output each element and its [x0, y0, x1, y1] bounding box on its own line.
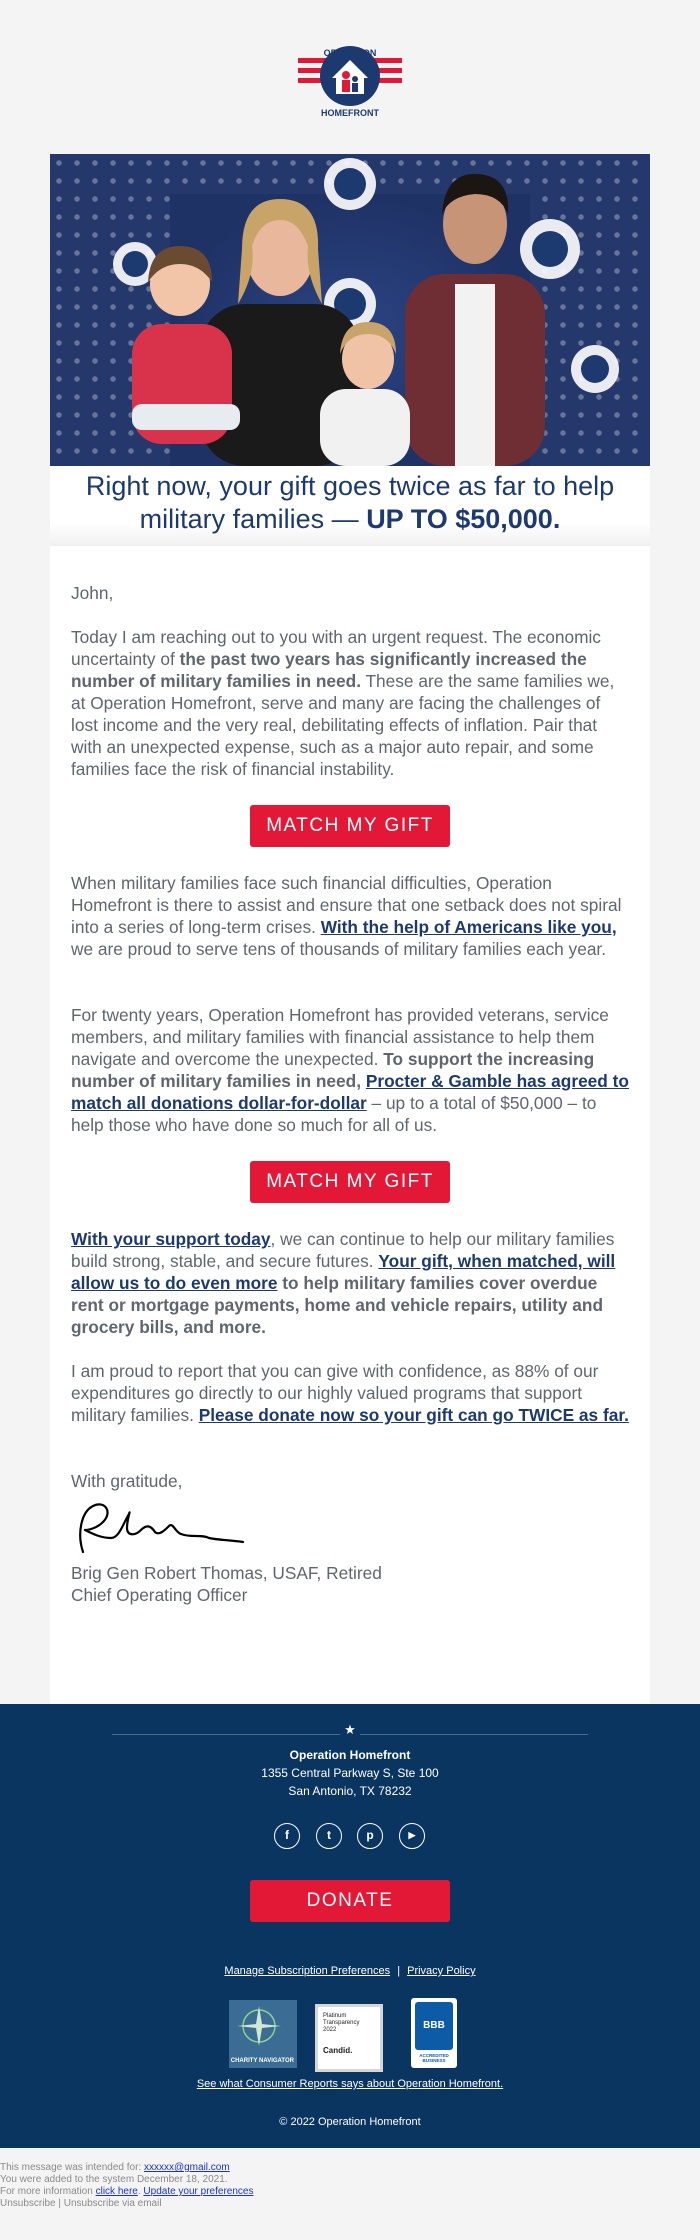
family-photo-illustration	[50, 154, 650, 466]
signature	[71, 1494, 271, 1564]
headline-emphasis: UP TO $50,000.	[366, 504, 561, 534]
compass-icon	[229, 2000, 297, 2050]
candid-platinum-badge[interactable]	[315, 2004, 383, 2072]
copyright: © 2022 Operation Homefront	[279, 2116, 421, 2128]
footer-links	[0, 1962, 700, 1980]
consumer-reports-link[interactable]: See what Consumer Reports says about Operation Homefront.	[196, 2078, 504, 2090]
twitter-icon[interactable]: t	[316, 1823, 342, 1849]
candid-seal-year: 2022	[323, 2027, 337, 2033]
p3-bold: To support the increasing number of military families in need,	[71, 1049, 595, 1091]
match-my-gift-button-2[interactable]: MATCH MY GIFT	[250, 1161, 450, 1203]
star-icon: ★	[340, 1722, 360, 1738]
paragraph-4	[71, 1228, 631, 1338]
p2-link[interactable]: With the help of Americans like you,	[320, 917, 617, 937]
signer-name: Brig Gen Robert Thomas, USAF, Retired	[71, 1563, 382, 1583]
paragraph-2	[71, 872, 631, 960]
headline-text: Right now, your gift goes twice as far to help military families —	[85, 471, 615, 534]
p4-text-a: , we can continue to help our military families build strong, stable, and secure futures.	[71, 1229, 615, 1271]
unsubscribe-line[interactable]: Unsubscribe | Unsubscribe via email	[0, 2198, 162, 2209]
p5-text-a: I am proud to report that you can give with confidence, as 88% of our expenditures go directly to our highly valued programs that support military families.	[71, 1361, 599, 1425]
click-here-link[interactable]: click here	[95, 2186, 138, 2197]
closing: With gratitude,	[71, 1471, 183, 1491]
headline-banner	[50, 470, 650, 546]
p2-text-a: When military families face such financial difficulties, Operation Homefront is there to assist and ensure that one setback does not spiral into a series of long-term crises.	[71, 873, 622, 937]
hero-photo[interactable]	[50, 154, 650, 466]
bbb-accredited-label: ACCREDITED BUSINESS	[419, 2053, 449, 2063]
update-preferences-link[interactable]: Update your preferences	[143, 2186, 254, 2197]
candid-seal-line2: Transparency	[323, 2020, 360, 2026]
p3-text-c: – up to a total of $50,000 – to help those who have done so much for all of us.	[71, 1093, 597, 1135]
footer-address-line1: 1355 Central Parkway S, Ste 100	[261, 1766, 439, 1780]
footer-link-separator: |	[397, 1965, 401, 1977]
paragraph-5	[71, 1360, 631, 1426]
manage-subscription-link[interactable]: Manage Subscription Preferences	[224, 1965, 391, 1977]
logo-text-top: OPERATION	[323, 48, 377, 58]
logo-text-bottom: HOMEFRONT	[321, 108, 379, 118]
legal-notice	[0, 2162, 700, 2210]
bbb-logo: BBB	[415, 2002, 453, 2050]
added-line: You were added to the system December 18, 2021.	[0, 2174, 228, 2185]
p4-bold: to help military families cover overdue rent or mortgage payments, home and vehicle repairs, utility and grocery bills, and more.	[71, 1273, 604, 1337]
more-info-separator: .	[137, 2186, 144, 2197]
privacy-policy-link[interactable]: Privacy Policy	[407, 1965, 476, 1977]
intended-line	[0, 2162, 700, 2174]
p3-text-a: For twenty years, Operation Homefront has provided veterans, service members, and military families with financial assistance to help them navigate and overcome the unexpected.	[71, 1005, 609, 1069]
paragraph-3	[71, 1004, 631, 1136]
p4-link-2[interactable]: Your gift, when matched, will allow us to do even more	[71, 1251, 616, 1293]
facebook-icon[interactable]: f	[274, 1823, 300, 1849]
charity-navigator-badge[interactable]	[229, 2000, 297, 2068]
p4-link-1[interactable]: With your support today	[71, 1229, 271, 1249]
more-info-prefix: For more information	[0, 2186, 96, 2197]
signer-title: Chief Operating Officer	[71, 1585, 248, 1605]
p5-link[interactable]: Please donate now so your gift can go TWICE as far.	[198, 1405, 629, 1425]
charity-navigator-label: CHARITY NAVIGATOR	[230, 2058, 294, 2064]
pinterest-icon[interactable]: p	[357, 1823, 383, 1849]
more-info-line	[0, 2186, 700, 2198]
email-card	[50, 154, 650, 1704]
greeting: John,	[71, 583, 114, 603]
intended-prefix: This message was intended for:	[0, 2162, 144, 2173]
footer-address-line2: San Antonio, TX 78232	[288, 1784, 412, 1798]
p3-link[interactable]: Procter & Gamble has agreed to match all donations dollar-for-dollar	[71, 1071, 629, 1113]
p1-text-a: Today I am reaching out to you with an urgent request. The economic uncertainty of	[71, 627, 601, 669]
p1-bold: the past two years has significantly increased the number of military families in need.	[71, 649, 587, 691]
operation-homefront-logo[interactable]	[290, 28, 410, 124]
footer	[0, 1704, 700, 2148]
p2-text-c: we are proud to serve tens of thousands of military families each year.	[71, 939, 607, 959]
recipient-email-link[interactable]: xxxxxx@gmail.com	[143, 2162, 230, 2173]
p1-text-c: These are the same families we, at Operation Homefront, serve and many are facing the challenges of lost income and the very real, debilitating effects of inflation. Pair that with an unexpected expense, such as a major auto repair, and some families face the risk of financial instability.	[71, 671, 615, 779]
donate-button[interactable]: DONATE	[250, 1880, 450, 1922]
paragraph-1	[71, 626, 631, 780]
candid-brand: Candid.	[323, 2046, 353, 2055]
bbb-badge[interactable]	[411, 1998, 457, 2068]
match-my-gift-button[interactable]: MATCH MY GIFT	[250, 805, 450, 847]
youtube-icon[interactable]: ▶	[399, 1823, 425, 1849]
footer-org-name: Operation Homefront	[289, 1748, 411, 1762]
candid-seal-line1: Platinum	[323, 2013, 347, 2019]
